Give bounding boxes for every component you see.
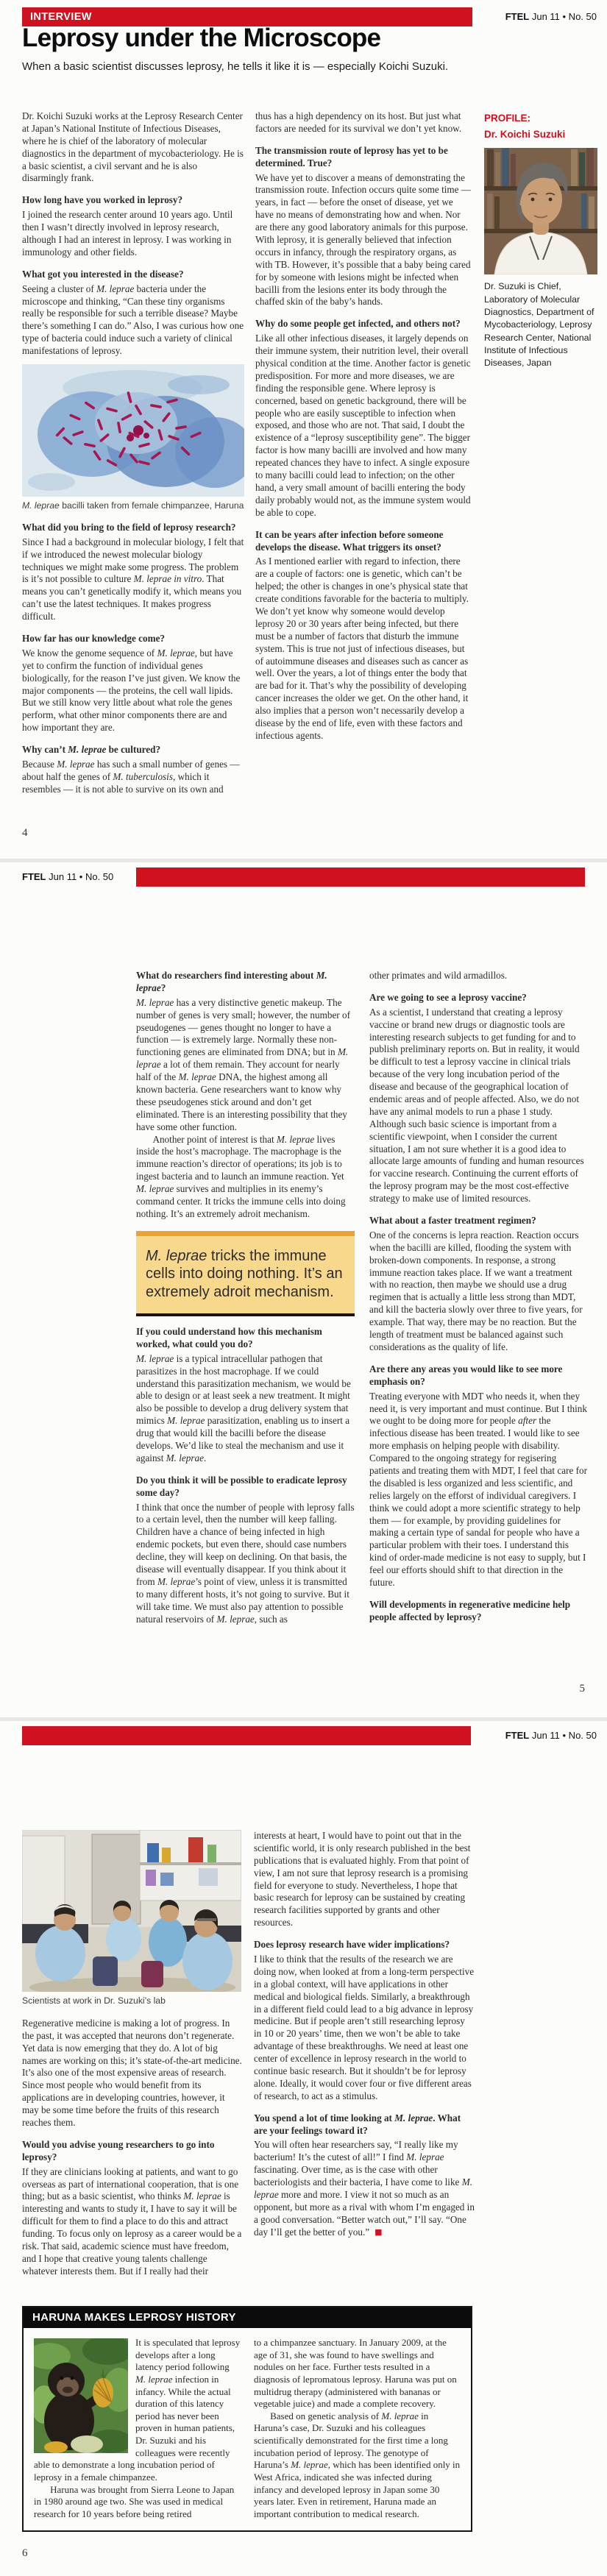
text-block: Regenerative medicine is making a lot of progress. In the past, it was accepted that neurons don’t regenerate. Yet data is now emerging that they do. A lot of big names are working on this; it’s state-of-the-art medicine. It’s also one of the most expensive areas of research. Since most people who would benefit from its applications are in developing countries, however, it may be some time before the fruits of this research reaches them. bbox=[22, 2017, 242, 2128]
text-block: You spend a lot of time looking at M. leprae. What are your feelings toward it? bbox=[254, 2112, 461, 2136]
profile-caption: Dr. Suzuki is Chief, Laboratory of Molecular Diagnostics, Department of Mycobacteriology, Leprosy Research Center, National Institute of Infectious Diseases, Japan bbox=[484, 281, 594, 369]
profile-box bbox=[484, 110, 597, 370]
text-block: I think that once the number of people with leprosy falls to a certain level, then the number will keep falling. Children have a chance of being infected in high endemic pockets, but even there, should case numbers decline, they will keep on declining. On that basis, the disease will eventually disappear. If you think about it from M. leprae’s point of view, unless it is transmitted to many different hosts, it’s not going to survive. But it will take time. We must also pay attention to possible natural reservoirs of M. leprae, such as bbox=[136, 1501, 355, 1625]
sidebar-title: HARUNA MAKES LEPROSY HISTORY bbox=[24, 2307, 471, 2328]
text-block: Dr. Koichi Suzuki works at the Leprosy Research Center at Japan’s National Institute of Infectious Diseases, where he is chief of the laboratory of molecular diagnostics in the department of mycobacteriology. He is a basic scientist, a civil servant and he is also disarmingly frank. bbox=[22, 110, 244, 184]
lab-caption: Scientists at work in Dr. Suzuki’s lab bbox=[22, 1995, 166, 2006]
column-text bbox=[136, 1326, 355, 1625]
text-block: Are there any areas you would like to see more emphasis on? bbox=[369, 1363, 563, 1387]
page-number: 5 bbox=[579, 1683, 585, 1695]
header-rule-bar bbox=[136, 867, 585, 887]
text-block: M. leprae is a typical intracellular pathogen that parasitizes in the host macrophage. If we could understand this parasitization mechanism, we would be able to design or at least seek a new treatment. It might also be possible to develop a drug delivery system that mimics M. leprae parasitization, enabling us to insert a drug that would kill the bacilli before the disease develops. We’d like to steal the mechanism and use it against M. leprae. bbox=[136, 1352, 351, 1463]
text-block: Treating everyone with MDT who needs it, when they need it, is very important and must continue. But I think we ought to be doing more for people after the infectious disease has been treated. I would like to see more emphasis on helping people with disability. Compared to the ongoing strategy for regisering patients and treating them with MDT, I feel that care for the disabled is less organized and less scientific, and relies largely on the efforst of individual caregivers. I think we could adopt a more scientific strategy to help them — for example, by providing guidelines for making a certain type of sandal for people who have a particular problem with their toes. I understand this kind of order-made medicine is not easy to supply, but I feel our efforts should shift to that direction in the future. bbox=[369, 1390, 587, 1588]
text-block: What got you interested in the disease? bbox=[22, 268, 184, 280]
text-block: The transmission route of leprosy has yet to be determined. True? bbox=[255, 144, 448, 168]
text-block: I like to think that the results of the research we are doing now, when looked at from a long-term perspective in a global context, will have applications in other medical and biological fields. Similarly, a breakthrough in a different field could lead to a big advance in leprosy medicine. But if people aren’t still researching leprosy in 10 or 20 years’ time, then we won’t be able to take advantage of these breakthroughs. We need at least one center of excellence in leprosy research in the world to continue basic research. But it shouldn’t be for leprosy alone. Ideally, it would cover four or five different areas of research, to act as a stimulus. bbox=[254, 1954, 475, 2101]
article-title: Leprosy under the Microscope bbox=[22, 24, 381, 52]
page-number: 4 bbox=[22, 827, 28, 839]
text-block: M. leprae has a very distinctive genetic makeup. The number of genes is very small; however, the number of pseudogenes — genes thought no longer to have a function — is extremely large. Normally these non-functioning genes are eliminated from DNA; but in M. leprae a lot of them remain. They account for nearly half of the M. leprae DNA, the highest among all known bacteria. Gene researchers want to know why these pseudogenes stick around and don’t get eliminated. There is an interesting possibility that they have some other function. bbox=[136, 996, 350, 1132]
text-block: As I mentioned earlier with regard to infection, there are a couple of factors: one is genetic, which can’t be helped; the other is changes in one’s physical state that create conditions favorable for the bacteria to multiply. We don’t yet know why someone would develop leprosy 20 or 30 years after being infected, but there must be a number of factors that disturb the immune system. This is true not just of infectious diseases, but of autoimmune diseases and diseases such as cancer as well. Over the years, a lot of things enter the body that are bad for it. That’s why the possibility of developing cancer increases the older we get. On the other hand, it also implies that a person won’t necessarily develop a disease by the end of life, even with these factors and infectious agents. bbox=[255, 556, 469, 741]
issue-tag bbox=[22, 871, 113, 882]
column-text bbox=[136, 970, 355, 1221]
text-block: We have yet to discover a means of demonstrating the transmission route. Infection occurs quite some time — years, in fact — before the onset of disease, yet we have no means of demonstrating how and when. Nor are there any good laboratory animals for this purpose. With leprosy, it is generally believed that infection occurs in infancy, through the respiratory organs, as with TB. However, it’s possible that a baby being cared for by someone with lesions might be infected when bacilli from the lesions enter its body through the chaffed skin of the baby’s hands. bbox=[255, 171, 471, 308]
end-mark: ■ bbox=[375, 2226, 383, 2237]
text-block: It is speculated that leprosy develops after a long latency period following M. leprae infection in infancy. While the actual duration of this latency period has never been proven in human patients, Dr. Suzuki and his colleagues were recently able to demonstrate a long incubation period of leprosy in a female chimpanzee. bbox=[34, 2337, 241, 2483]
sidebar-haruna bbox=[22, 2306, 472, 2532]
text-block: Why can’t M. leprae be cultured? bbox=[22, 744, 161, 756]
text-block: Why do some people get infected, and others not? bbox=[255, 318, 461, 330]
text-block: As a scientist, I understand that creating a leprosy vaccine or brand new drugs or diagnostic tools are interesting research subjects to get funding for and to publish preliminary reports on. But in reality, it would be difficult to test a leprosy vaccine in clinical trials because of the very long incubation period of the disease and because of the geographical location of endemic areas and of people affected. Also, we do not have any animal models to run a phase 1 study. Although such basic science is important from a scientific viewpoint, when I consider the current situation, I am not sure whether it is a good idea to allocate large amounts of funding and human resources for vaccine research. Continuing the current efforts of the leprosy program may be the most cost-effective strategy to make use of limited resources. bbox=[369, 1006, 584, 1204]
page-1 bbox=[0, 0, 607, 859]
column-text bbox=[22, 522, 244, 796]
sidebar-body bbox=[24, 2328, 471, 2530]
bacilli-figure bbox=[22, 364, 244, 512]
profile-photo bbox=[484, 148, 597, 274]
text-block: Will developments in regenerative medicine help people affected by leprosy? bbox=[369, 1598, 571, 1622]
column-text bbox=[22, 2018, 243, 2278]
text-block: interests at heart, I would have to point out that in the scientific world, it is only research published in the best publications that is evaluated highly. From that point of view, I am not sure that leprosy research is a promising field for everyone to study. Nevertheless, I hope that basic research for leprosy can be sustained by creating research facilities supported by grants and other resources. bbox=[254, 1830, 471, 1929]
page-2 bbox=[0, 859, 607, 1717]
page3-column-1 bbox=[22, 1830, 243, 2278]
issue-date: Jun 11 • No. 50 bbox=[531, 11, 597, 22]
text-block: How long have you worked in leprosy? bbox=[22, 194, 183, 206]
header-rule-bar bbox=[22, 1726, 471, 1745]
pull-quote: M. leprae tricks the immune cells into doing nothing. It’s an extremely adroit mechanism. bbox=[136, 1231, 355, 1316]
text-block: Haruna was brought from Sierra Leone to Japan in 1980 around age two. She was used in medical research for 10 years before being retired bbox=[34, 2483, 235, 2519]
sidebar-text bbox=[254, 2337, 461, 2520]
text-block: other primates and wild armadillos. bbox=[369, 970, 508, 981]
issue-brand: FTEL bbox=[22, 871, 46, 882]
closing-paragraph bbox=[254, 2139, 475, 2238]
bacilli-photo bbox=[22, 364, 244, 497]
text-block: One of the concerns is lepra reaction. Reaction occurs when the bacilli are killed, flooding the system with broken-down components. In response, a strong immune reaction takes place. If we want a treatment with no reaction, then maybe we should use a drug regimen that is actually a little less strong than MDT, and kill the bacteria slowly over three to five years, for example. That way, there may be no reaction. But the length of treatment must be balanced against such considerations as the quality of life. bbox=[369, 1229, 583, 1352]
closing-text: You will often hear researchers say, “I really like my bacterium! It’s the cutest of all!” I find M. leprae fascinating. Over time, as is the case with other bacteriologists and their bacteria, I have come to like M. leprae more and more. I view it not so much as an opponent, but more as a rival with whom I’m engaged in a good conversation. “Better watch out,” I’ll say. “One day I’ll get the better of you.” bbox=[254, 2139, 475, 2238]
text-block: Because M. leprae has such a small number of genes — about half the genes of M. tuberculosis, which it resembles — it is not able to survive on its own and bbox=[22, 759, 240, 795]
column-text bbox=[369, 970, 587, 1624]
page3-column-2 bbox=[254, 1830, 475, 2239]
article-subtitle: When a basic scientist discusses leprosy, he tells it like it is — especially Koichi Suzuki. bbox=[22, 60, 449, 73]
issue-tag bbox=[505, 11, 597, 22]
text-block: We know the genome sequence of M. leprae, but have yet to confirm the function of individual genes biologically, for the reason I’ve just given. We know the major components — the proteins, the cell wall lipids. But we still know very little about what role the genes perform, what other minor components there are and how important they are. bbox=[22, 647, 241, 734]
text-block: Seeing a cluster of M. leprae bacteria under the microscope and thinking, “Can these tiny organisms really be responsible for such a terrible disease? Maybe there’s something I can do.” Also, I was curious how one type of bacteria could induce such a variety of clinical manifestations of leprosy. bbox=[22, 283, 244, 357]
page-number: 6 bbox=[22, 2547, 28, 2559]
text-block: Another point of interest is that M. leprae lives inside the host’s macrophage. The macrophage is the immune reaction’s director of operations; its job is to ingest bacteria and to launch an immune reaction. Yet M. leprae survives and multiplies in its enemy’s command center. It tricks the immune cells into doing nothing. It’s an extremely adroit mechanism. bbox=[136, 1133, 346, 1219]
issue-brand: FTEL bbox=[505, 1730, 530, 1741]
profile-name: Dr. Koichi Suzuki bbox=[484, 128, 566, 140]
issue-date: Jun 11 • No. 50 bbox=[49, 871, 114, 882]
chimp-photo bbox=[34, 2338, 128, 2453]
text-block: I joined the research center around 10 years ago. Until then I wasn’t directly involved in leprosy research, although I had an interest in leprosy. I was working in immunology and other fields. bbox=[22, 209, 233, 258]
page2-column-1 bbox=[136, 970, 355, 1625]
text-block: Since I had a background in molecular biology, I felt that if we introduced the newest molecular biology techniques we might make some progress. The problem is it’s not possible to culture M. leprae in vitro. That means you can’t genetically modify it, which means you can’t use the latest techniques. It makes progress difficult. bbox=[22, 536, 244, 622]
text-block: Are we going to see a leprosy vaccine? bbox=[369, 991, 527, 1003]
profile-label: PROFILE: bbox=[484, 113, 530, 124]
sidebar-column-1 bbox=[34, 2337, 241, 2520]
text-block: Like all other infectious diseases, it largely depends on their immune system, their nutrition level, their overall physical condition at the time. Another factor is genetic predisposition. For more and more diseases, we are finding the responsible gene. Where leprosy is concerned, based on genetic background, there will be people who are easily susceptible to infection when exposed, and those who are not. That said, I doubt the existence of a “leprosy susceptibility gene”. The bigger factor is how many bacilli are involved and how many repeated chances they have to infect. A single exposure to many bacilli could lead to infection; on the other hand, a very small amount of bacilli entering the body daily probably would not, as the immune system would be able to cope. bbox=[255, 333, 471, 518]
lab-photo bbox=[22, 1830, 241, 1992]
sidebar-column-2 bbox=[254, 2337, 461, 2520]
text-block: Does leprosy research have wider implications? bbox=[254, 1939, 450, 1951]
text-block: to a chimpanzee sanctuary. In January 2009, at the age of 31, she was found to have swellings and nodules on her face. Further tests resulted in a diagnosis of lepromatous leprosy. Haruna was put on multidrug therapy (administered with bananas or vegetable juice) and made a complete recovery. bbox=[254, 2337, 457, 2410]
lab-figure bbox=[22, 1830, 243, 2007]
kicker-label: INTERVIEW bbox=[30, 11, 92, 23]
text-block: If they are clinicians looking at patients, and want to go overseas as part of international cooperation, that is one thing; but as a basic scientist, who thinks M. leprae is interesting and wants to study it, I have to say it will be difficult for them to find a place to do this and attract funding. To focus only on leprosy as a career would be a risk. That said, academic science must have freedom, and I hope that creative young talents challenge whatever interests them. But if I really had their bbox=[22, 2165, 242, 2277]
text-block: Would you advise young researchers to go into leprosy? bbox=[22, 2138, 215, 2162]
page1-column-1 bbox=[22, 110, 244, 796]
column-text bbox=[22, 110, 244, 358]
issue-tag bbox=[505, 1730, 597, 1741]
text-block: If you could understand how this mechanism worked, what could you do? bbox=[136, 1325, 322, 1349]
column-text bbox=[255, 110, 473, 742]
page-3 bbox=[0, 1717, 607, 2576]
page2-column-2 bbox=[369, 970, 587, 1626]
text-block: What about a faster treatment regimen? bbox=[369, 1215, 536, 1227]
text-block: It can be years after infection before someone develops the disease. What triggers its onset? bbox=[255, 528, 444, 553]
text-block: Do you think it will be possible to eradicate leprosy some day? bbox=[136, 1474, 347, 1498]
text-block: Based on genetic analysis of M. leprae in Haruna’s case, Dr. Suzuki and his colleagues scientifically demonstrated for the first time a long incubation period of leprosy. The genotype of Haruna’s M. leprae, which has been identified only in West Africa, indicated she was infected during infancy and developed leprosy in Japan some 30 years later. Even in retirement, Haruna made an important contribution to medical research. bbox=[254, 2410, 461, 2519]
issue-brand: FTEL bbox=[505, 11, 530, 22]
page1-column-2 bbox=[255, 110, 473, 742]
text-block: thus has a high dependency on its host. But just what factors are needed for its survival we don’t yet know. bbox=[255, 110, 462, 134]
issue-date: Jun 11 • No. 50 bbox=[531, 1730, 597, 1741]
text-block: What do researchers find interesting about M. leprae? bbox=[136, 970, 327, 993]
column-text bbox=[254, 1830, 475, 2137]
text-block: What did you bring to the field of leprosy research? bbox=[22, 521, 236, 533]
text-block: How far has our knowledge come? bbox=[22, 633, 166, 645]
bacilli-caption: M. leprae bacilli taken from female chimpanzee, Haruna bbox=[22, 500, 244, 511]
